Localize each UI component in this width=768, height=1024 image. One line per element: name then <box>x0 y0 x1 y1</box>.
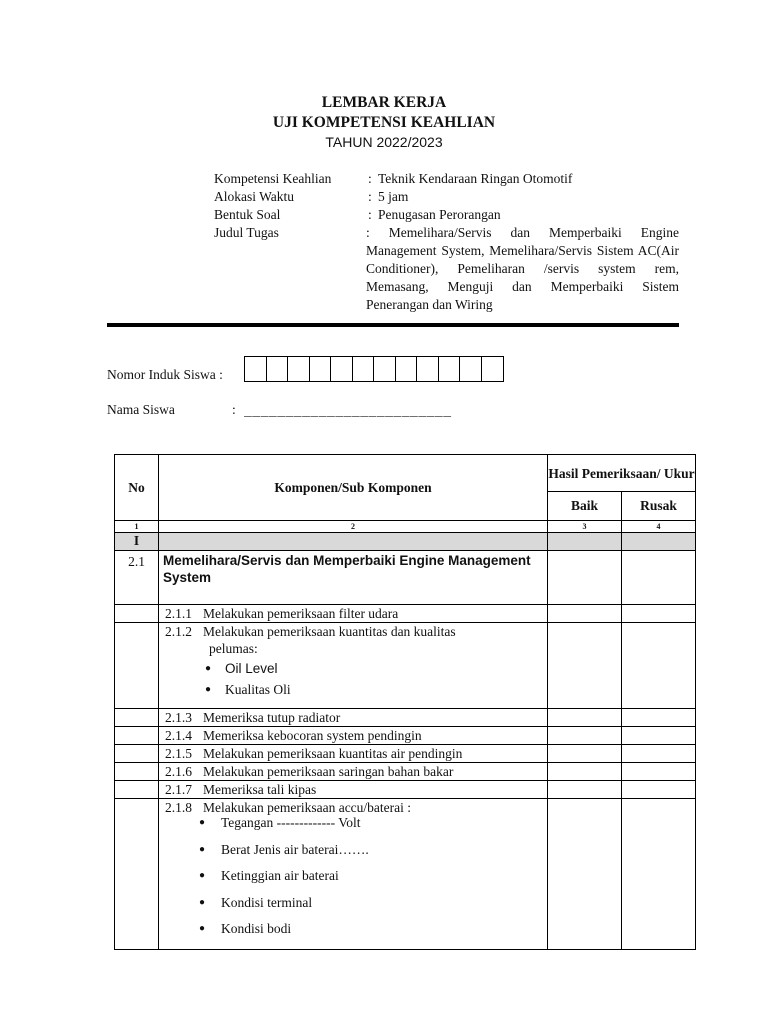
bullet-item: ● Berat Jenis air baterai……. <box>165 840 547 867</box>
nis-digit-box[interactable] <box>460 357 482 381</box>
doc-title: LEMBAR KERJA <box>321 94 447 111</box>
check-baik[interactable] <box>548 799 622 950</box>
nis-label: Nomor Induk Siswa : <box>107 367 223 382</box>
item-text: Melakukan pemeriksaan filter udara <box>203 606 399 621</box>
meta-value-alokasi: 5 jam <box>378 189 409 204</box>
item-text: Melakukan pemeriksaan kuantitas air pendingin <box>203 746 463 761</box>
meta-value-judul: : Memelihara/Servis dan Memperbaiki Engine Management System, Memelihara/Servis Sistem AC(Air Conditioner), Pemeliharan /servis system rem, Memasang, Menguji dan Memperbaiki Sistem Penerangan dan Wiring <box>366 225 679 313</box>
item-text: Memeriksa tali kipas <box>203 782 317 797</box>
checklist-table <box>114 454 696 950</box>
nis-digit-box[interactable] <box>331 357 353 381</box>
nis-digit-box[interactable] <box>353 357 375 381</box>
nis-digit-box[interactable] <box>267 357 289 381</box>
item-code: 2.1.4 <box>165 728 192 743</box>
check-baik[interactable] <box>548 623 622 709</box>
col-number: 2 <box>159 521 548 533</box>
meta-key-kompetensi: Kompetensi Keahlian <box>214 171 332 186</box>
section-roman: I <box>115 533 159 551</box>
bullet-item: ● Tegangan ------------- Volt <box>165 813 547 840</box>
nis-digit-box[interactable] <box>245 357 267 381</box>
bullet-item: ● Ketinggian air baterai <box>165 866 547 893</box>
name-colon: : <box>232 402 236 417</box>
check-rusak[interactable] <box>622 709 696 727</box>
nis-digit-box[interactable] <box>396 357 418 381</box>
header-baik: Baik <box>548 492 622 521</box>
item-code: 2.1.8 <box>165 800 192 815</box>
check-rusak[interactable] <box>622 799 696 950</box>
list-item <box>159 605 548 623</box>
item-text: Melakukan pemeriksaan saringan bahan bakar <box>203 764 454 779</box>
meta-colon: : <box>368 171 372 186</box>
bullet-item: ● Kondisi bodi <box>165 919 547 946</box>
list-item <box>159 799 548 950</box>
check-baik[interactable] <box>548 727 622 745</box>
check-rusak[interactable] <box>622 727 696 745</box>
nis-digit-box[interactable] <box>417 357 439 381</box>
col-number: 1 <box>115 521 159 533</box>
item-text-cont: pelumas: <box>209 641 258 656</box>
nis-digit-box[interactable] <box>310 357 332 381</box>
check-baik[interactable] <box>548 763 622 781</box>
header-komponen: Komponen/Sub Komponen <box>159 455 548 521</box>
check-rusak[interactable] <box>622 605 696 623</box>
check-rusak[interactable] <box>622 745 696 763</box>
header-rusak: Rusak <box>622 492 696 521</box>
meta-value-kompetensi: Teknik Kendaraan Ringan Otomotif <box>378 171 573 186</box>
item-code: 2.1.1 <box>165 606 192 621</box>
table-row <box>115 763 696 781</box>
table-row <box>115 745 696 763</box>
check-baik[interactable] <box>548 605 622 623</box>
list-item <box>159 709 548 727</box>
item-code: 2.1.5 <box>165 746 192 761</box>
doc-subtitle: UJI KOMPETENSI KEAHLIAN <box>272 114 496 131</box>
meta-key-bentuk: Bentuk Soal <box>214 207 281 222</box>
item-text: Melakukan pemeriksaan accu/baterai : <box>203 800 412 815</box>
list-item <box>159 763 548 781</box>
meta-key-judul: Judul Tugas <box>214 225 279 240</box>
item-text: Melakukan pemeriksaan kuantitas dan kualitas <box>203 624 456 639</box>
item-code: 2.1.2 <box>165 624 192 639</box>
item-text: Memeriksa tutup radiator <box>203 710 341 725</box>
header-divider <box>107 323 679 327</box>
doc-year: TAHUN 2022/2023 <box>325 134 443 150</box>
header-hasil: Hasil Pemeriksaan/ Ukur <box>548 455 696 492</box>
nis-digit-box[interactable] <box>374 357 396 381</box>
meta-colon: : <box>368 207 372 222</box>
table-row <box>115 623 696 709</box>
meta-value-bentuk: Penugasan Perorangan <box>378 207 501 222</box>
table-row <box>115 799 696 950</box>
col-number: 3 <box>548 521 622 533</box>
check-rusak[interactable] <box>622 781 696 799</box>
name-fill-line[interactable]: _________________________ <box>244 404 452 419</box>
table-row <box>115 709 696 727</box>
section-title: Memelihara/Servis dan Memperbaiki Engine Management System <box>159 551 548 605</box>
check-rusak[interactable] <box>622 763 696 781</box>
list-item <box>159 745 548 763</box>
item-code: 2.1.7 <box>165 782 192 797</box>
section-number: 2.1 <box>115 551 159 605</box>
item-text: Memeriksa kebocoran system pendingin <box>203 728 422 743</box>
list-item <box>159 727 548 745</box>
meta-key-alokasi: Alokasi Waktu <box>214 189 295 204</box>
check-baik[interactable] <box>548 551 622 605</box>
bullet-item: ● Kualitas Oli <box>165 681 547 698</box>
header-no: No <box>115 455 159 521</box>
list-item <box>159 623 548 709</box>
check-baik[interactable] <box>548 709 622 727</box>
section-row-roman <box>115 533 696 551</box>
check-rusak[interactable] <box>622 623 696 709</box>
item-code: 2.1.3 <box>165 710 192 725</box>
table-row <box>115 781 696 799</box>
check-baik[interactable] <box>548 781 622 799</box>
item-code: 2.1.6 <box>165 764 192 779</box>
nis-digit-box[interactable] <box>482 357 504 381</box>
name-label: Nama Siswa <box>107 402 175 417</box>
meta-colon: : <box>368 189 372 204</box>
table-row <box>115 551 696 605</box>
nis-digit-box[interactable] <box>439 357 461 381</box>
nis-digit-box[interactable] <box>288 357 310 381</box>
bullet-item: ● Kondisi terminal <box>165 893 547 920</box>
list-item <box>159 781 548 799</box>
check-baik[interactable] <box>548 745 622 763</box>
table-row <box>115 727 696 745</box>
col-number: 4 <box>622 521 696 533</box>
bullet-item: ● Oil Level <box>165 660 547 677</box>
table-row <box>115 605 696 623</box>
check-rusak[interactable] <box>622 551 696 605</box>
nis-input-boxes[interactable] <box>244 356 504 382</box>
